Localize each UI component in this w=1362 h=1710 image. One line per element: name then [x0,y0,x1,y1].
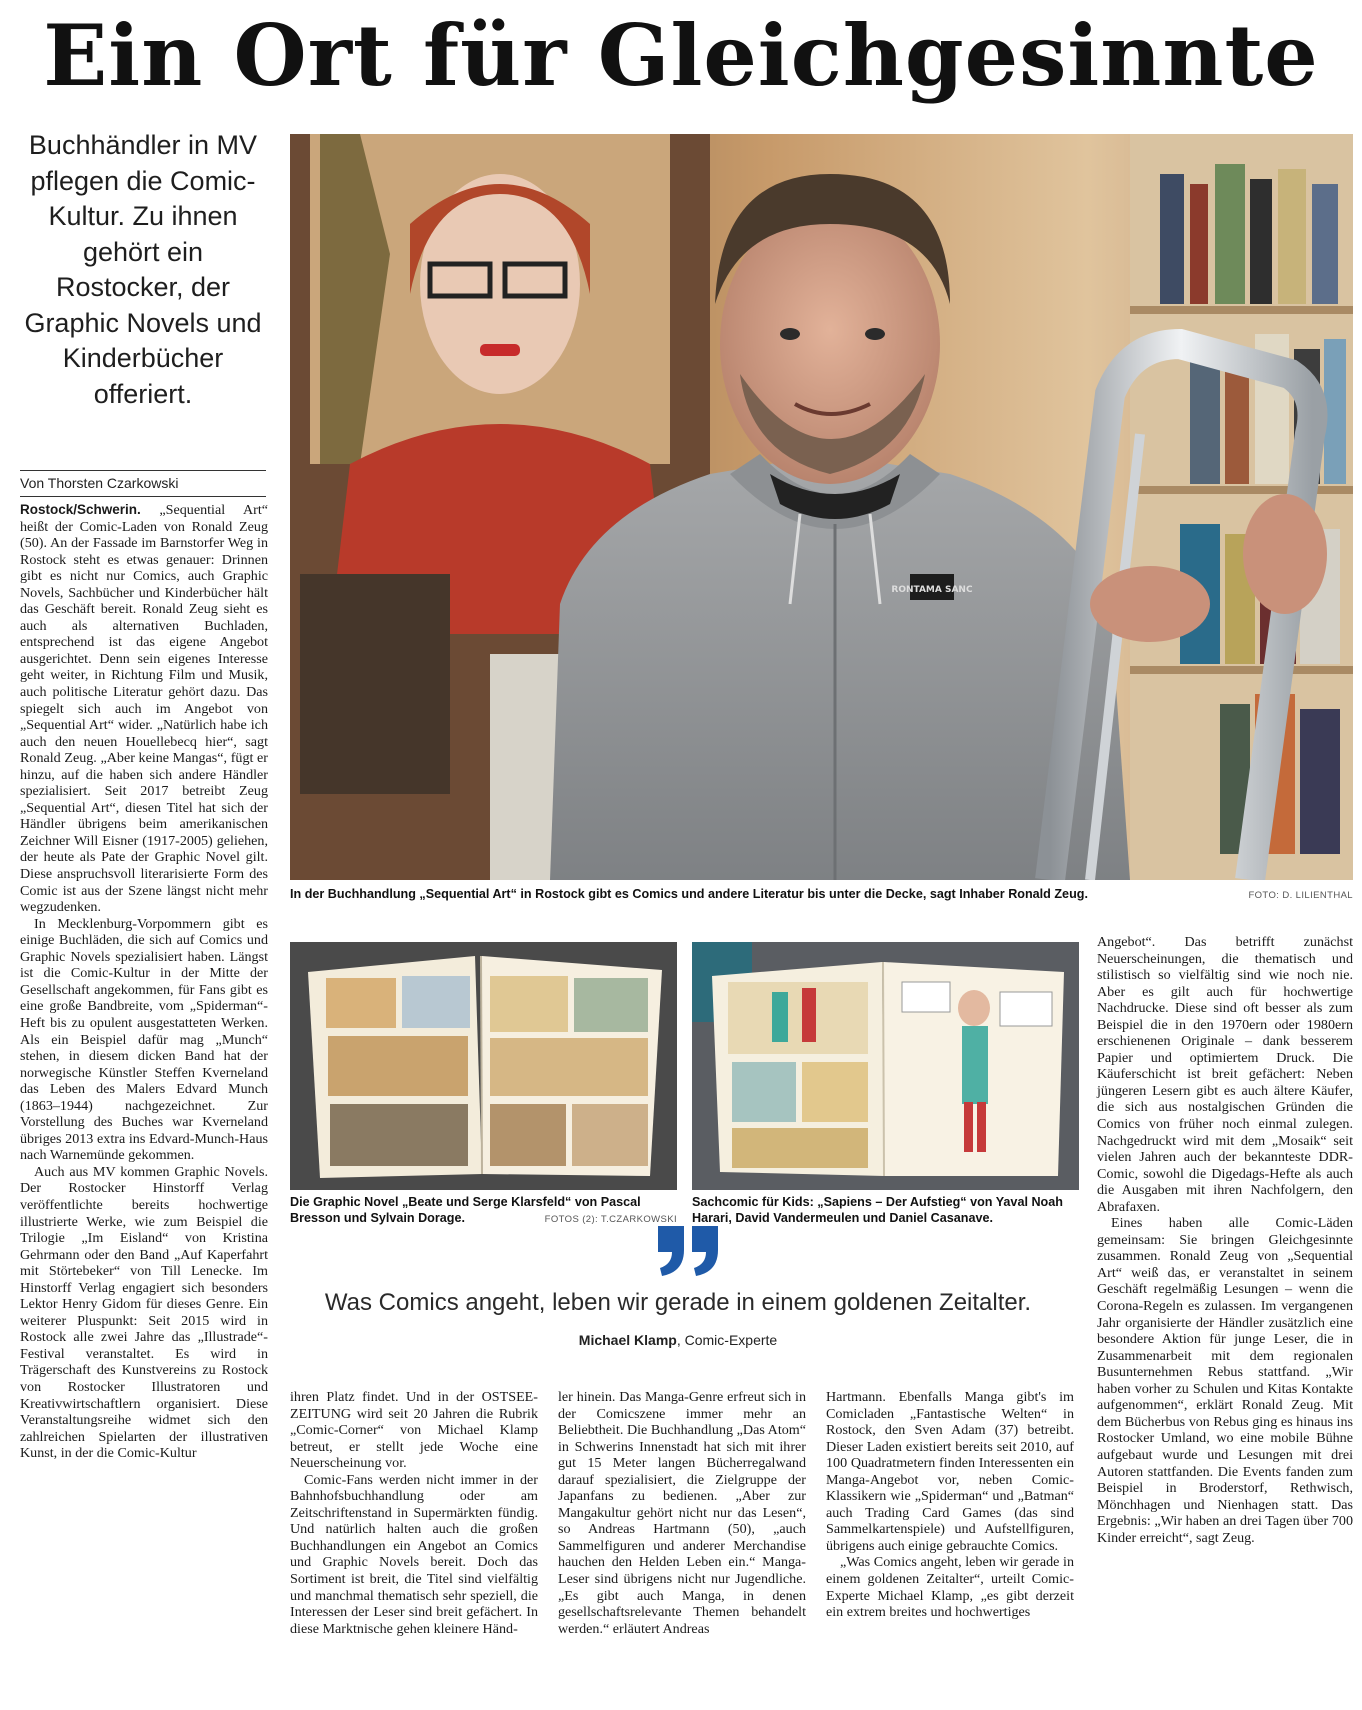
sapiens-comic-open-book [692,942,1079,1190]
column-1 [20,502,268,1710]
paragraph: Comic-Fans werden nicht immer in der Bahnhofsbuchhandlung oder am Zeitschriftenstand in Supermärkten fündig. Und natürlich halten auch die großen Buchhandlungen ein Angebot an Comics und Graphic Novels bereit. Doch das Sortiment ist breit, die Titel sind vielfältig und manchmal thematisch sehr speziell, die Interessen der Leser sind breit gefächert. In diese Marktnische gehen kleinere Händ- [290,1471,538,1637]
paragraph: Hartmann. Ebenfalls Manga gibt's im Comicladen „Fantastische Welten“ in Rostock, den Sven Adam (37) betreibt. Dieser Laden existiert bereits seit 2010, auf 100 Quadratmetern finden Interessenten ein Manga-Angebot vor, neben Comic-Klassikern wie „Spiderman“ und „Batman“ auch Trading Card Games (das sind Sammelkartenspiele) und Aufstellfiguren, übrigens auch einige gebrauchte Comics. [826,1389,1074,1554]
column-4 [826,1389,1074,1709]
paragraph: Auch aus MV kommen Graphic Novels. Der Rostocker Hinstorff Verlag veröffentlichte bereits hochwertige illustrierte Werke, wie zum Beispiel die Trilogie „Im Eisland“ von Kristina Gehrmann oder den Band „Auf Kaperfahrt mit Störtebeker“ von Till Lenecke. Im Hinstorff Verlag engagiert sich besonders Lektor Henry Gidom für dieses Genre. Ein weiterer Pluspunkt: Seit 2015 wird in Rostock alle zwei Jahre das „Illustrade“-Festival veranstaltet. Es wird in Trägerschaft des Kunstvereins zu Rostock von Rostocker Illustratoren und Kreativwirtschaftlern organisiert. Diese Veranstaltungsreihe widmet sich den zahlreichen Spielarten der illustrativen Kunst, in der die Comic-Kultur [20,1163,268,1462]
main-photo-credit: FOTO: D. LILIENTHAL [1248,890,1353,901]
pullquote-text: Was Comics angeht, leben wir gerade in einem goldenen Zeitalter. [324,1289,1032,1316]
paragraph: Angebot“. Das betrifft zunächst Neuerscheinungen, die thematisch und stilistisch so vielfältig sind wie noch nie. Aber es gilt auch für hochwertige Nachdrucke. Diese sind oft besser als zum Beispiel die in den 1970ern oder 1980ern erschienenen Originale – dank besserem Papier und optimiertem Druck. Die Käuferschicht ist breit gefächert: Neben jüngeren Lesern gibt es auch ältere Käufer, die sich aus nostalgischen Gründen die Comics von früher noch einmal zulegen. Nachgedruckt wird mit dem „Mosaik“ seit vielen Jahren auch der bekannteste DDR-Comic, sowohl die Digedags-Hefte als auch die Ausgaben mit ihren Nachfolgern, den Abrafaxen. [1097,934,1353,1215]
photo-left-caption: Die Graphic Novel „Beate und Serge Klarsfeld“ von Pascal Bresson und Sylvain Dorage. FOTOS (2): T.CZARKOWSKI [290,1194,677,1226]
paragraph: Eines haben alle Comic-Läden gemeinsam: Sie bringen Gleichgesinnte zusammen. Ronald Zeug von „Sequential Art“ weiß das, er veranstaltet in seinem Geschäft regelmäßig Lesungen – wenn die Corona-Regeln es zulassen. Im vergangenen Jahr organisierte der Händler zusätzlich eine besondere Aktion für junge Leser, die in Zusammenarbeit mit dem regionalen Busunternehmen Rebus stattfand. „Wir haben vorher zu Schulen und Kitas Kontakte aufgenommen“, erklärt Ronald Zeug. Mit dem Bücherbus von Rebus ging es hinaus ins Rostocker Umland, wo eine mobile Bühne aufgebaut wurde und Lesungen mit drei Autoren stattfanden. Die Events fanden zum Beispiel in Broderstorf, Rethwisch, Mönchhagen und Nienhagen statt. Das Ergebnis: „Wir haben an drei Tagen über 700 Kinder erreicht“, sagt Zeug. [1097,1215,1353,1546]
hoodie-logo-text: RONTAMA SANC [891,585,973,595]
paragraph: „Was Comics angeht, leben wir gerade in einem goldenen Zeitalter“, urteilt Comic-Experte Michael Klamp, „es gibt derzeit ein extrem breites und hochwertiges [826,1554,1074,1621]
column-5 [1097,934,1353,1710]
column-3 [558,1389,806,1709]
byline: Von Thorsten Czarkowski [20,475,179,491]
paragraph: ler hinein. Das Manga-Genre erfreut sich in der Comicszene immer mehr an Beliebtheit. Die Buchhandlung „Das Atom“ in Schwerins Innenstadt hat sich mit ihrer gut 15 Meter langen Bücherregalwand darauf spezialisiert, die Zielgruppe der Japanfans zu bedienen. „Aber zur Mangakultur gehört nicht nur das Lesen“, so Andreas Hartmann (50), „auch Sammelfiguren und anderer Merchandise hauchen den Helden Leben ein.“ Manga-Leser sind übrigens nicht nur Jugendliche. „Es gibt auch Manga, in denen gesellschaftsrelevante Themen behandelt werden.“ erläutert Andreas [558,1389,806,1637]
photo-left-credit: FOTOS (2): T.CZARKOWSKI [544,1214,677,1225]
main-photo-caption: In der Buchhandlung „Sequential Art“ in Rostock gibt es Comics und andere Literatur bis unter die Decke, sagt Inhaber Ronald Zeug. FOTO: D. LILIENTHAL [290,886,1353,902]
headline: Ein Ort für Gleichgesinnte [43,6,1319,105]
paragraph: ihren Platz findet. Und in der OSTSEE-ZEITUNG wird seit 20 Jahren die Rubrik „Comic-Corner“ von Michael Klamp betreut, er stellt jede Woche eine Neuerscheinung vor. [290,1389,538,1472]
graphic-novel-open-book [290,942,677,1190]
dateline: Rostock/Schwerin. [20,502,141,517]
paragraph: Rostock/Schwerin. „Sequential Art“ heißt der Comic-Laden von Ronald Zeug (50). An der Fassade im Barnstorfer Weg in Rostock steht es etwas genauer: Drinnen gibt es nicht nur Comics, auch Graphic Novels, Sachbücher und Kinderbücher hält das Geschäft bereit. Ronald Zeug sieht es auch als alternativen Buchladen, entsprechend ist das eigene Angebot ausgerichtet. Denn sein eigenes Interesse geht weiter, in Richtung Film und Musik, auch politische Literatur gehört dazu. Das spiegelt sich auch im Angebot von „Sequential Art“ wider. „Natürlich habe ich auch den neuen Houellebecq hier“, sagt Ronald Zeug. „Aber keine Mangas“, fügt er hinzu, auf die haben sich andere Händler spezialisiert. Seit 2017 betreibt Zeug „Sequential Art“, diesen Titel hat sich der Händler übrigens beim amerikanischen Zeichner Will Eisner (1917-2005) geliehen, der heute als Pate der Graphic Novel gilt. Diese anspruchsvoll literarisierte Form des Comic ist aus der Szene längst nicht mehr wegzudenken. [20,502,268,916]
teaser: Buchhändler in MV pflegen die Comic-Kultur. Zu ihnen gehört ein Rostocker, der Graphic Novels und Kinderbücher offeriert. [24,130,262,409]
pullquote-author: Michael Klamp, Comic-Experte [578,1332,778,1348]
quote-mark-icon [654,1222,724,1278]
column-2 [290,1389,538,1709]
photo-right [692,942,1079,1190]
bookshop-portrait-illustration [290,134,1353,880]
photo-right-caption: Sachcomic für Kids: „Sapiens – Der Aufstieg“ von Yaval Noah Harari, David Vandermeulen und Daniel Casanave. [692,1195,1063,1225]
byline-rule-top [20,470,266,471]
photo-left [290,942,677,1190]
main-photo [290,134,1353,880]
paragraph: In Mecklenburg-Vorpommern gibt es einige Buchläden, die sich auf Comics und Graphic Novels spezialisiert haben. Längst ist die Comic-Kultur in der Mitte der Gesellschaft angekommen, für Fans gibt es eine große Bandbreite, vom „Spiderman“-Heft bis zu opulent ausgestatteten Werken. Als ein Beispiel dafür mag „Munch“ stehen, in diesem dicken Band hat der norwegische Künstler Steffen Kverneland das Leben des Malers Edvard Munch (1863–1944) nachgezeichnet. Zur Vorstellung des Buches war Kverneland übriges 2013 extra ins Edvard-Munch-Haus nach Warnemünde gekommen. [20,915,268,1164]
byline-rule-bottom [20,496,266,497]
